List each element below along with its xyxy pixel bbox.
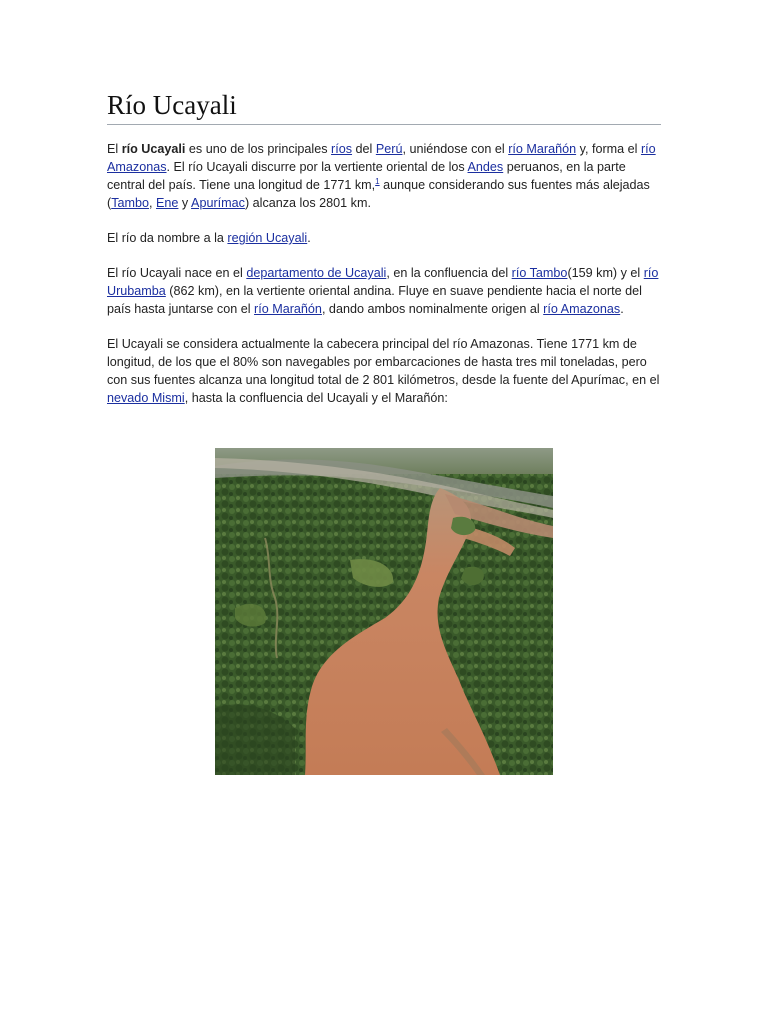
link-tambo[interactable]: Tambo — [111, 196, 150, 210]
bold-term: río Ucayali — [121, 142, 186, 156]
text: y — [178, 196, 192, 210]
article-body — [107, 140, 667, 424]
text: del — [352, 142, 376, 156]
text: , uniéndose con el — [402, 142, 509, 156]
text: aunque considerando sus fuentes más alejadas ( — [107, 178, 650, 210]
paragraph-intro — [107, 140, 667, 212]
link-rio-maranon-2[interactable]: río Marañón — [254, 302, 322, 316]
text: El — [107, 142, 122, 156]
link-rio-amazonas-2[interactable]: río Amazonas — [543, 302, 621, 316]
link-ene[interactable]: Ene — [156, 196, 179, 210]
link-rio-amazonas[interactable]: río Amazonas — [107, 142, 656, 174]
link-nevado-mismi[interactable]: nevado Mismi — [107, 391, 185, 405]
link-rio-tambo[interactable]: río Tambo — [511, 266, 568, 280]
text: , en la confluencia del — [386, 266, 512, 280]
text: , — [149, 196, 157, 210]
text: El río Ucayali nace en el — [107, 266, 247, 280]
link-departamento-ucayali[interactable]: departamento de Ucayali — [246, 266, 387, 280]
text: . — [620, 302, 624, 316]
paragraph-length — [107, 335, 667, 407]
text: y, forma el — [576, 142, 641, 156]
text: es uno de los principales — [185, 142, 332, 156]
link-rio-urubamba[interactable]: río Urubamba — [107, 266, 659, 298]
text: (159 km) y el — [567, 266, 644, 280]
text: , hasta la confluencia del Ucayali y el Marañón: — [184, 391, 448, 405]
text: ) alcanza los 2801 km. — [244, 196, 371, 210]
text: El Ucayali se considera actualmente la cabecera principal del río Amazonas. Tiene 1771 km de longitud, de los que el 80% son navegables por embarcaciones de hasta tres mil toneladas, pero con sus fuentes alcanza una longitud total de 2 801 kilómetros, desde la fuente del Apurímac, en el — [107, 337, 660, 387]
text: peruanos, en la parte central del país. Tiene una longitud de 1771 km, — [107, 160, 626, 192]
link-rio-maranon[interactable]: río Marañón — [508, 142, 577, 156]
link-region-ucayali[interactable]: región Ucayali — [227, 231, 308, 245]
text: El río da nombre a la — [107, 231, 228, 245]
link-peru[interactable]: Perú — [375, 142, 403, 156]
text: , dando ambos nominalmente origen al — [321, 302, 544, 316]
aerial-river-photo-icon — [215, 448, 553, 775]
text: (862 km), en la vertiente oriental andina. Fluye en suave pendiente hacia el norte del país hasta juntarse con el — [107, 284, 642, 316]
text: . El río Ucayali discurre por la vertiente oriental de los — [166, 160, 468, 174]
river-aerial-photo — [215, 448, 553, 775]
text: . — [307, 231, 311, 245]
link-rios[interactable]: ríos — [331, 142, 353, 156]
page-title: Río Ucayali — [107, 90, 661, 125]
reference-link-1[interactable]: 1 — [375, 176, 380, 186]
paragraph-region — [107, 229, 667, 247]
link-apurimac[interactable]: Apurímac — [191, 196, 245, 210]
link-andes[interactable]: Andes — [467, 160, 504, 174]
paragraph-origin — [107, 264, 667, 318]
